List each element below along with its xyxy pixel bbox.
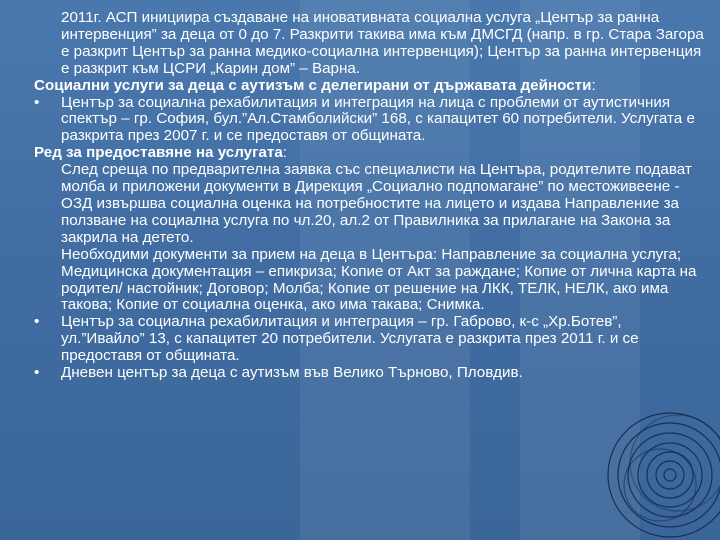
heading-text: Ред за предоставяне на услугата bbox=[34, 144, 283, 162]
intro-paragraph: 2011г. АСП инициира създаване на иновативната социална услуга „Център за ранна интервенция” за деца от 0 до 7. Разкрити такива има към ДМСГД (напр. в гр. Стара Загора е разкрит Център за ранна медико-социална интервенция); Център за ранна интервенция е разкрит към ЦСРИ „Карин дом” – Варна. bbox=[61, 9, 704, 77]
documents-paragraph: Необходими документи за прием на деца в Центъра: Направление за социална услуга; Медицинска документация – епикриза; Копие от Акт за раждане; Копие от лична карта на родител/ настойник; Договор; Молба; Копие от решение на ЛКК, ТЕЛК, НЕЛК, ако има такова; Копие от социална оценка, ако има такава; Снимка. bbox=[61, 245, 697, 314]
bullet-icon: • bbox=[34, 93, 40, 111]
section-heading-autism-services bbox=[34, 78, 704, 95]
heading-colon: : bbox=[282, 144, 287, 162]
bullet-icon: • bbox=[34, 313, 40, 331]
list-item bbox=[34, 365, 704, 382]
heading-text: Социални услуги за деца с аутизъм с делегирани от държавата дейности bbox=[34, 76, 592, 94]
list-item-text: Център за социална рехабилитация и интеграция на лица с проблеми от аутистичния спектър – гр. София, бул.”Ал.Стамболийски” 168, с капацитет 60 потребители. Услугата е разкрита през 2007 г. и се предоставя от общината. bbox=[61, 93, 695, 145]
procedure-paragraph: След среща по предварителна заявка със специалисти на Центъра, родителите подават молба и приложени документи в Дирекция „Социално подпомагане” по местоживеене - ОЗД извършва социална оценка на потребностите на лицето и издава Направление за ползване на социална услуга по чл.20, ал.2 от Правилника за прилагане на Закона за закрила на детето. bbox=[61, 161, 692, 246]
list-item-text: Дневен център за деца с аутизъм във Велико Търново, Пловдив. bbox=[61, 364, 523, 382]
list-item bbox=[34, 314, 704, 365]
slide-body bbox=[34, 10, 704, 382]
list-item bbox=[34, 95, 704, 146]
section-heading-procedure bbox=[34, 145, 704, 162]
heading-colon: : bbox=[591, 76, 596, 94]
list-item-text: Център за социална рехабилитация и интеграция – гр. Габрово, к-с „Хр.Ботев”, ул.”Ивайло” 13, с капацитет 20 потребители. Услугата е разкрита през 2011 г. и се предоставя от общината. bbox=[61, 313, 639, 365]
concentric-circles-icon bbox=[600, 365, 720, 540]
bullet-icon: • bbox=[34, 364, 40, 382]
